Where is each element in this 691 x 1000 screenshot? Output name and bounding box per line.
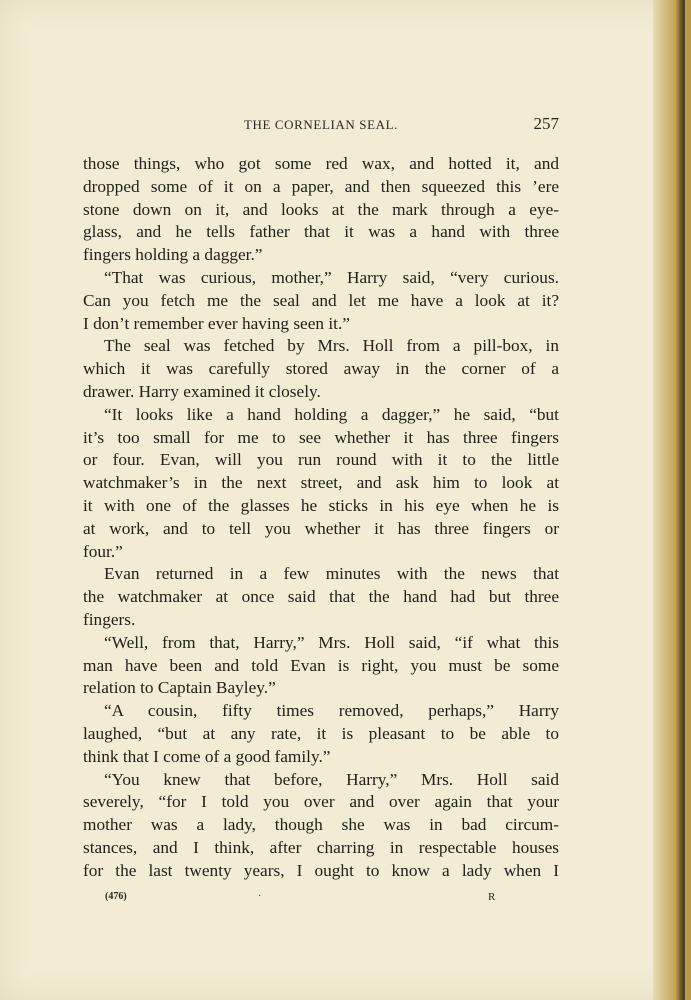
binding-shadow [675,0,685,1000]
text-line: “That was curious, mother,” Harry said, “very curious. [104,267,559,287]
text-line: four.” [83,541,123,561]
signature-number: (476) [105,891,127,902]
text-line: for the last twenty years, I ought to know a lady when I [83,860,559,880]
footer-dot: · [258,891,262,902]
page-number: 257 [533,114,559,133]
text-line: I don’t remember ever having seen it.” [83,313,350,333]
text-line: laughed, “but at any rate, it is pleasant to be able to [83,723,559,743]
running-header [83,114,559,138]
body-text [83,153,559,883]
text-line: dropped some of it on a paper, and then squeezed this ’ere [83,176,559,196]
text-line: at work, and to tell you whether it has three fingers or [83,518,559,538]
text-line: fingers holding a dagger.” [83,245,263,265]
text-line: think that I come of a good family.” [83,746,331,766]
text-line: stone down on it, and looks at the mark through a eye- [83,199,559,219]
text-line: relation to Captain Bayley.” [83,678,276,698]
text-line: mother was a lady, though she was in bad circum- [83,815,559,835]
text-line: glass, and he tells father that it was a hand with three [83,222,559,242]
text-line: “It looks like a hand holding a dagger,” he said, “but [104,404,559,424]
text-line: it’s too small for me to see whether it has three fingers [83,427,559,447]
text-line: the watchmaker at once said that the hand had but three [83,587,559,607]
text-line: man have been and told Evan is right, you must be some [83,655,559,675]
text-line: or four. Evan, will you run round with it to the little [83,450,559,470]
text-line: it with one of the glasses he sticks in his eye when he is [83,495,559,515]
text-line: drawer. Harry examined it closely. [83,381,321,401]
text-line: “Well, from that, Harry,” Mrs. Holl said, “if what this [104,632,559,652]
text-line: Can you fetch me the seal and let me have a look at it? [83,290,559,310]
page-footer [83,891,559,909]
signature-mark: R [488,891,496,903]
text-line: watchmaker’s in the next street, and ask him to look at [83,473,559,493]
text-line: fingers. [83,609,136,629]
book-spine [653,0,691,1000]
text-line: which it was carefully stored away in the corner of a [83,359,559,379]
text-line: stances, and I think, after charring in respectable houses [83,837,559,857]
text-line: Evan returned in a few minutes with the news that [104,564,559,584]
text-line: those things, who got some red wax, and hotted it, and [83,154,559,173]
text-line: severely, “for I told you over and over again that your [83,792,559,812]
text-line: “You knew that before, Harry,” Mrs. Holl said [104,769,559,789]
text-line: “A cousin, fifty times removed, perhaps,” Harry [104,701,559,721]
text-line: The seal was fetched by Mrs. Holl from a pill-box, in [104,336,559,356]
running-title: THE CORNELIAN SEAL. [243,117,399,132]
